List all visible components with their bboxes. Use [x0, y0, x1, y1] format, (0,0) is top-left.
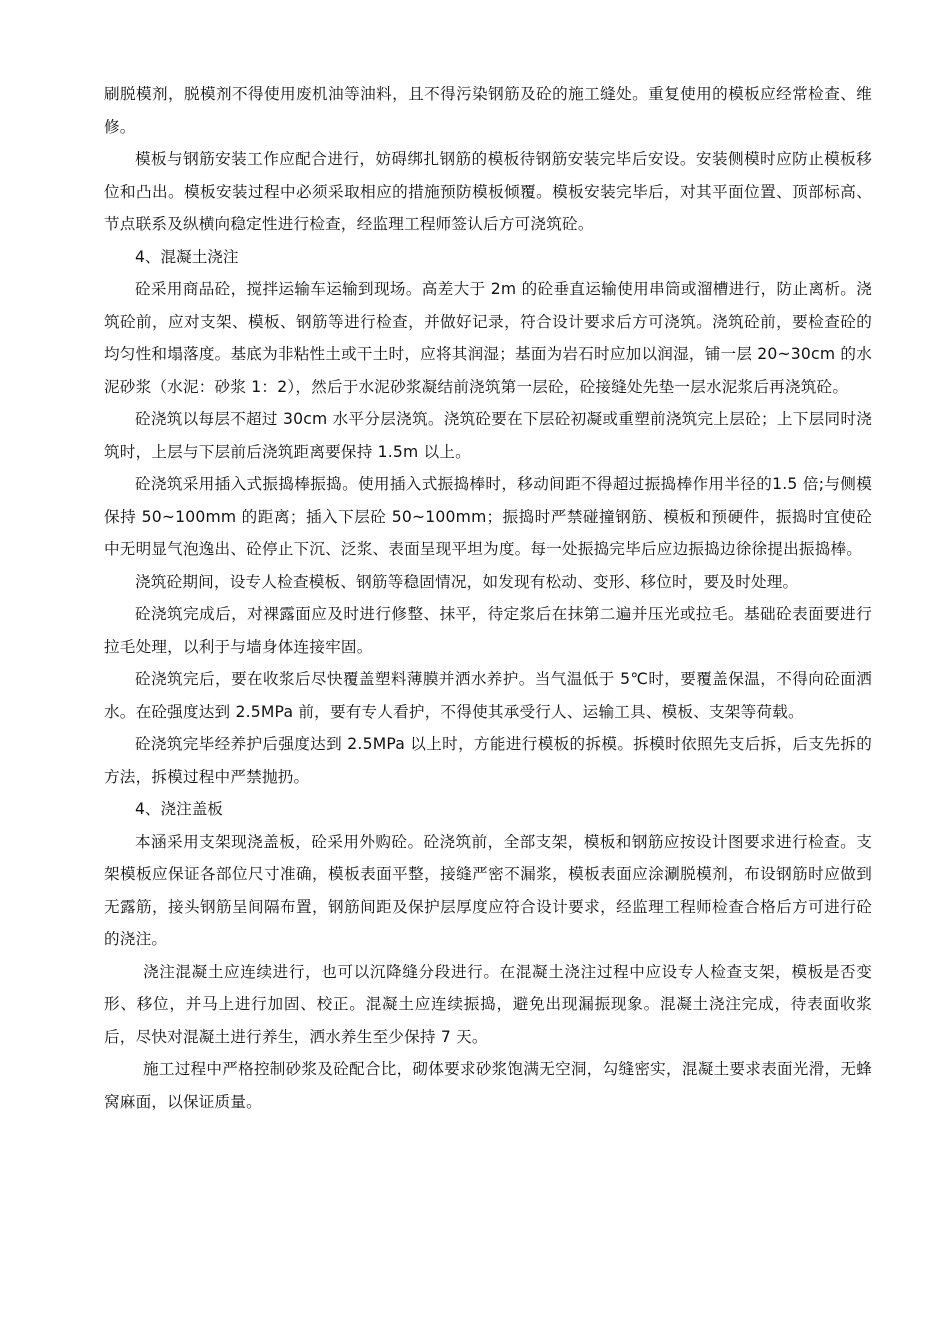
paragraph: 刷脱模剂，脱模剂不得使用废机油等油料，且不得污染钢筋及砼的施工缝处。重复使用的模板应经常检查、维修。: [104, 85, 872, 136]
section-heading: 4、混凝土浇注: [135, 247, 239, 266]
document-body: [104, 78, 872, 1118]
paragraph: 本涵采用支架现浇盖板，砼采用外购砼。砼浇筑前，全部支架，模板和钢筋应按设计图要求进行检查。支架模板应保证各部位尺寸准确，模板表面平整，接缝严密不漏浆，模板表面应涂涮脱模剂，布设钢筋时应做到无露筋，接头钢筋呈间隔布置，钢筋间距及保护层厚度应符合设计要求，经监理工程师检查合格后方可进行砼的浇注。: [104, 832, 872, 948]
paragraph: 砼浇筑完后，要在收浆后尽快覆盖塑料薄膜并洒水养护。当气温低于 5℃时，要覆盖保温，不得向砼面洒水。在砼强度达到 2.5MPa 前，要有专人看护，不得使其承受行人、运输工具、模板、支架等荷载。: [104, 670, 872, 721]
paragraph: 砼浇筑以每层不超过 30cm 水平分层浇筑。浇筑砼要在下层砼初凝或重塑前浇筑完上层砼；上下层同时浇筑时，上层与下层前后浇筑距离要保持 1.5m 以上。: [104, 410, 872, 461]
paragraph: 砼浇筑采用插入式振捣棒振捣。使用插入式振捣棒时，移动间距不得超过振捣棒作用半径的1.5 倍;与侧模保持 50~100mm 的距离；插入下层砼 50~100mm；振捣时严禁碰撞钢筋、模板和预硬件，振捣时宜使砼中无明显气泡逸出、砼停止下沉、泛浆、表面呈现平坦为度。每一处振捣完毕后应边振捣边徐徐提出振捣棒。: [104, 475, 872, 558]
paragraph: 砼浇筑完成后，对裸露面应及时进行修整、抹平，待定浆后在抹第二遍并压光或拉毛。基础砼表面要进行拉毛处理，以利于与墙身体连接牢固。: [104, 605, 872, 656]
paragraph: 模板与钢筋安装工作应配合进行，妨碍绑扎钢筋的模板待钢筋安装完毕后安设。安装侧模时应防止模板移位和凸出。模板安装过程中必须采取相应的措施预防模板倾覆。模板安装完毕后，对其平面位置、顶部标高、节点联系及纵横向稳定性进行检查，经监理工程师签认后方可浇筑砼。: [104, 150, 872, 233]
paragraph: 施工过程中严格控制砂浆及砼配合比，砌体要求砂浆饱满无空洞，勾缝密实，混凝土要求表面光滑，无蜂窝麻面，以保证质量。: [104, 1060, 872, 1111]
paragraph: 浇注混凝土应连续进行，也可以沉降缝分段进行。在混凝土浇注过程中应设专人检查支架，模板是否变形、移位，并马上进行加固、校正。混凝土应连续振捣，避免出现漏振现象。混凝土浇注完成，待表面收浆后，尽快对混凝土进行养生，洒水养生至少保持 7 天。: [104, 962, 872, 1046]
paragraph: 浇筑砼期间，设专人检查模板、钢筋等稳固情况，如发现有松动、变形、移位时，要及时处理。: [135, 572, 799, 591]
paragraph: 砼采用商品砼，搅拌运输车运输到现场。高差大于 2m 的砼垂直运输使用串筒或溜槽进行，防止离析。浇筑砼前，应对支架、模板、钢筋等进行检查，并做好记录，符合设计要求后方可浇筑。浇筑砼前，要检查砼的均匀性和塌落度。基底为非粘性土或干土时，应将其润湿；基面为岩石时应加以润湿，铺一层 20~30cm 的水泥砂浆（水泥：砂浆 1：2），然后于水泥砂浆凝结前浇筑第一层砼，砼接缝处先垫一层水泥浆后再浇筑砼。: [104, 280, 872, 396]
paragraph: 砼浇筑完毕经养护后强度达到 2.5MPa 以上时，方能进行模板的拆模。拆模时依照先支后拆，后支先拆的方法，拆模过程中严禁抛扔。: [104, 735, 872, 786]
section-heading: 4、浇注盖板: [135, 800, 223, 818]
